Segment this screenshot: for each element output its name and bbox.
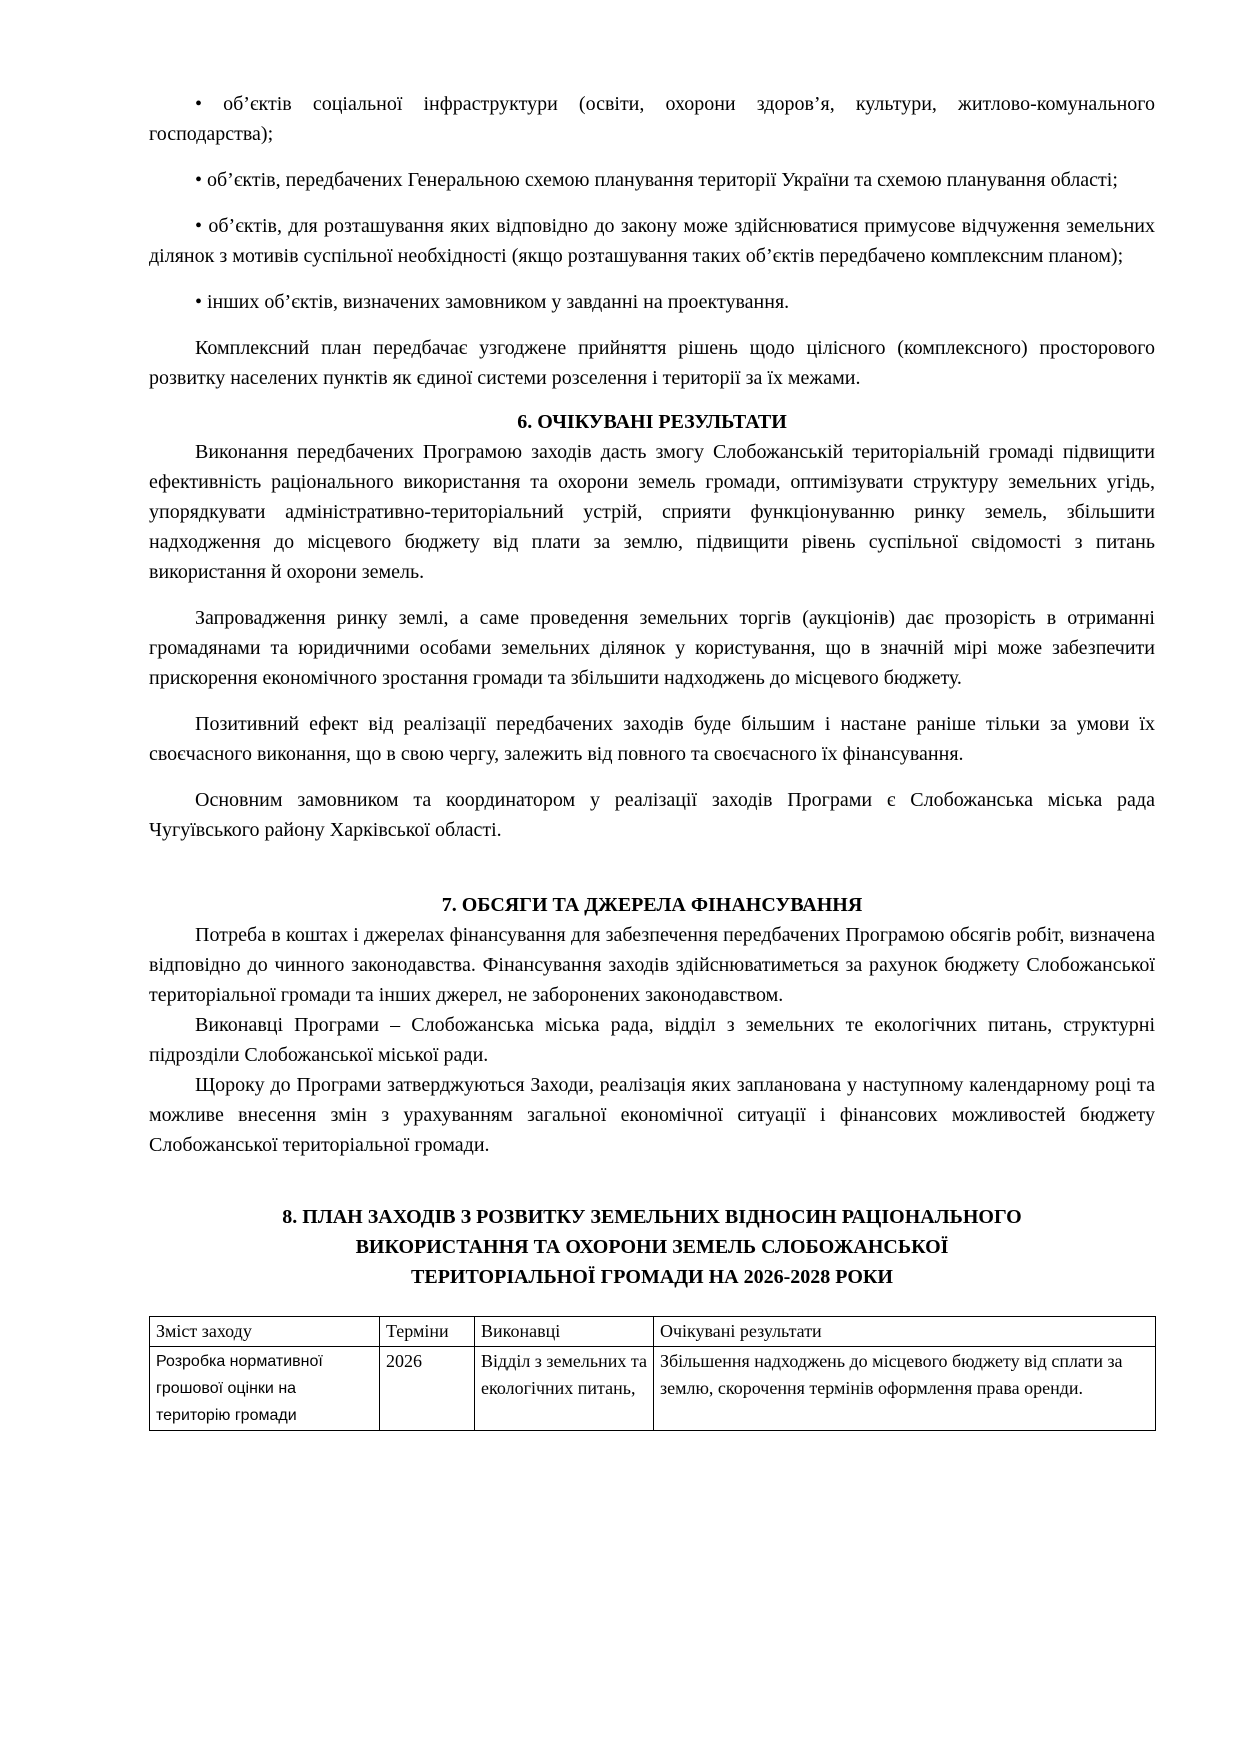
section-8-heading-line: 8. ПЛАН ЗАХОДІВ З РОЗВИТКУ ЗЕМЕЛЬНИХ ВІДНОСИН РАЦІОНАЛЬНОГО xyxy=(282,1206,1022,1228)
measure-cell: Розробка нормативної грошової оцінки на територію громади xyxy=(150,1347,380,1431)
bullet-item: • об’єктів, для розташування яких відповідно до закону може здійснюватися примусове відчуження земельних ділянок з мотивів суспільної необхідності (якщо розташування таких об’єктів передбачено комплексним планом); xyxy=(149,215,1155,267)
intro-paragraph: Комплексний план передбачає узгоджене прийняття рішень щодо цілісного (комплексного) просторового розвитку населених пунктів як єдиної системи розселення і території за їх межами. xyxy=(149,337,1155,389)
section-6-paragraph: Виконання передбачених Програмою заходів дасть змогу Слобожанській територіальній громаді підвищити ефективність раціонального використання та охорони земель громади, оптимізувати структуру земельних угідь, упорядкувати адміністративно-територіальний устрій, сприяти функціонуванню ринку земель, збільшити надходження до місцевого бюджету від плати за землю, підвищити рівень суспільної свідомості з питань використання й охорони земель. xyxy=(149,441,1155,583)
section-8-heading xyxy=(149,1202,1155,1292)
document-page xyxy=(149,89,1155,1431)
section-6-paragraph: Позитивний ефект від реалізації передбачених заходів буде більшим і настане раніше тільки за умови їх своєчасного виконання, що в свою чергу, залежить від повного та своєчасного їх фінансування. xyxy=(149,713,1155,765)
executors-cell: Відділ з земельних та екологічних питань, xyxy=(475,1347,654,1431)
table-header-cell: Виконавці xyxy=(475,1317,654,1347)
table-header-cell: Терміни xyxy=(380,1317,475,1347)
section-7-paragraph: Щороку до Програми затверджуються Заходи, реалізація яких запланована у наступному календарному році та можливе внесення змін з урахуванням загальної економічної ситуації і фінансових можливостей бюджету Слобожанської територіальної громади. xyxy=(149,1074,1155,1156)
section-6-heading: 6. ОЧІКУВАНІ РЕЗУЛЬТАТИ xyxy=(517,411,787,433)
section-6-paragraph: Основним замовником та координатором у реалізації заходів Програми є Слобожанська міська рада Чугуївського району Харківської області. xyxy=(149,789,1155,841)
plan-table xyxy=(149,1316,1156,1431)
table-header-row xyxy=(150,1317,1156,1347)
section-7-heading: 7. ОБСЯГИ ТА ДЖЕРЕЛА ФІНАНСУВАННЯ xyxy=(441,894,863,916)
table-header-cell: Зміст заходу xyxy=(150,1317,380,1347)
table-row xyxy=(150,1347,1156,1431)
section-8-heading-line: ТЕРИТОРІАЛЬНОЇ ГРОМАДИ НА 2026-2028 РОКИ xyxy=(411,1266,893,1288)
term-cell: 2026 xyxy=(380,1347,475,1431)
bullet-item: • об’єктів соціальної інфраструктури (освіти, охорони здоров’я, культури, житлово-комунального господарства); xyxy=(149,93,1155,145)
section-7-paragraph: Виконавці Програми – Слобожанська міська рада, відділ з земельних те екологічних питань, структурні підрозділи Слобожанської міської ради. xyxy=(149,1014,1155,1066)
table-header-cell: Очікувані результати xyxy=(654,1317,1156,1347)
section-7-paragraph: Потреба в коштах і джерелах фінансування для забезпечення передбачених Програмою обсягів робіт, визначена відповідно до чинного законодавства. Фінансування заходів здійснюватиметься за рахунок бюджету Слобожанської територіальної громади та інших джерел, не заборонених законодавством. xyxy=(149,924,1155,1006)
bullet-item: • інших об’єктів, визначених замовником у завданні на проектування. xyxy=(195,291,790,313)
bullet-item: • об’єктів, передбачених Генеральною схемою планування території України та схемою планування області; xyxy=(195,169,1118,191)
result-cell: Збільшення надходжень до місцевого бюджету від сплати за землю, скорочення термінів оформлення права оренди. xyxy=(654,1347,1156,1431)
section-8-heading-line: ВИКОРИСТАННЯ ТА ОХОРОНИ ЗЕМЕЛЬ СЛОБОЖАНСЬКОЇ xyxy=(355,1236,949,1258)
section-6-paragraph: Запровадження ринку землі, а саме проведення земельних торгів (аукціонів) дає прозорість в отриманні громадянами та юридичними особами земельних ділянок у користування, що в значній мірі може забезпечити прискорення економічного зростання громади та збільшити надходжень до місцевого бюджету. xyxy=(149,607,1155,689)
